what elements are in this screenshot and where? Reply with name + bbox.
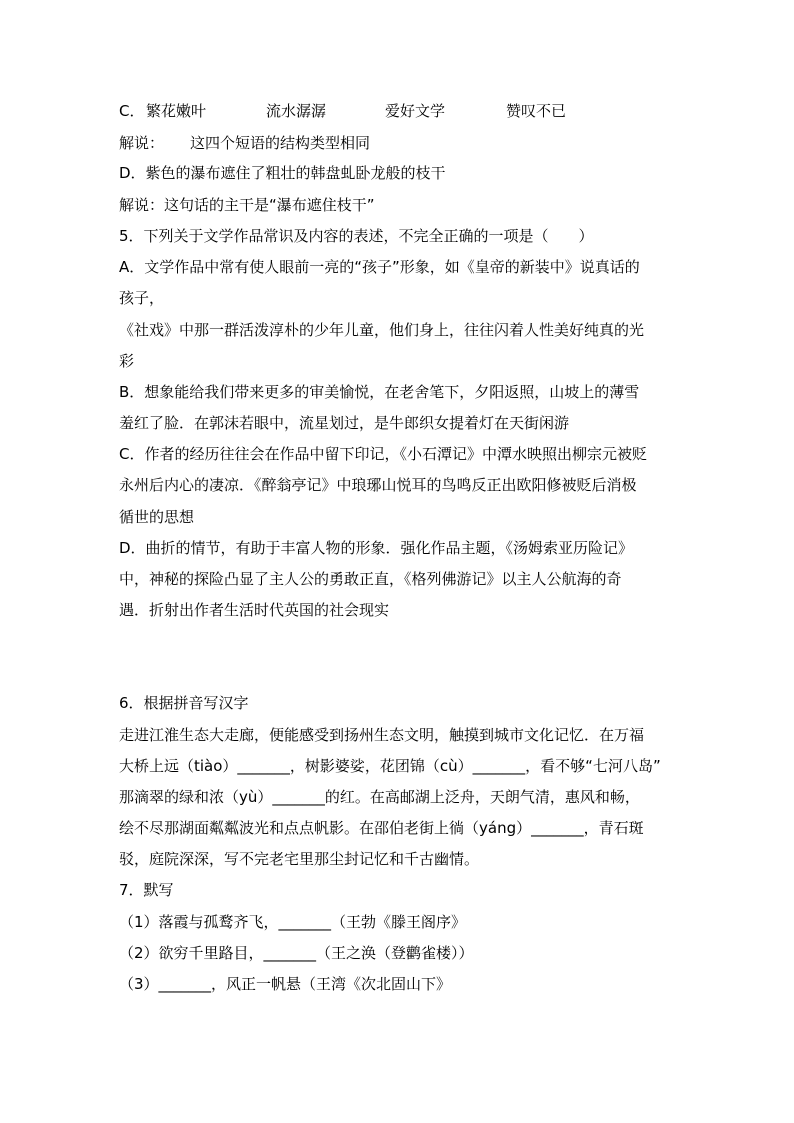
q6-line-4: 绘不尽那湖面粼粼波光和点点帆影。在邵伯老街上徜（yáng）_______，青石斑 [119,819,644,837]
q5-option-b-line-2: 羞红了脸．在郭沫若眼中，流星划过，是牛郎织女提着灯在天街闲游 [119,414,570,432]
q4-explain-c-label: 解说： [119,134,165,152]
q6-line-3: 那滴翠的绿和浓（yù）_______的红。在高邮湖上泛舟，天朗气清，惠风和畅， [119,788,640,806]
q6-line-2: 大桥上远（tiào）_______，树影婆娑，花团锦（cù）_______，看不够“七河八岛” [119,757,661,775]
q6-line-5: 驳，庭院深深，写不完老宅里那尘封记忆和千古幽情。 [119,850,480,868]
q5-option-a-line-2: 孩子， [119,289,165,307]
q5-stem: 5．下列关于文学作品常识及内容的表述，不完全正确的一项是（ ） [119,227,594,245]
q5-option-c-line-1: C．作者的经历往往会在作品中留下印记，《小石潭记》中潭水映照出柳宗元被贬 [119,445,647,463]
q4-explain-d: 解说：这句话的主干是“瀑布遮住枝干” [119,196,375,214]
q4-option-c-phrase-4: 赞叹不已 [506,102,567,120]
q4-option-c [119,101,679,121]
q7-item-3: （3）_______，风正一帆悬（王湾《次北固山下》 [119,975,452,993]
q7-item-2: （2）欲穷千里路目，_______（王之涣（登鹳雀楼）） [119,944,474,962]
q7-title: 7．默写 [119,881,174,899]
q5-option-c-line-3: 循世的思想 [119,508,195,526]
q5-option-b-line-1: B．想象能给我们带来更多的审美愉悦，在老舍笔下，夕阳返照，山坡上的薄雪 [119,383,640,401]
q5-option-d-line-2: 中，神秘的探险凸显了主人公的勇敢正直，《格列佛游记》以主人公航海的奇 [119,570,622,588]
q5-option-a-line-3: 《社戏》中那一群活泼淳朴的少年儿童，他们身上，往往闪着人性美好纯真的光 [119,321,645,339]
q5-option-c-line-2: 永州后内心的凄凉．《醉翁亭记》中琅琊山悦耳的鸟鸣反正出欧阳修被贬后消极 [119,476,637,494]
q4-explain-c [119,133,370,153]
q4-option-c-label: C． [119,102,145,120]
q4-option-c-phrase-2: 流水潺潺 [266,102,327,120]
q5-option-d-line-3: 遇．折射出作者生活时代英国的社会现实 [119,601,390,619]
q5-option-d-line-1: D．曲折的情节，有助于丰富人物的形象．强化作品主题，《汤姆索亚历险记》 [119,539,634,557]
q5-option-a-line-1: A．文学作品中常有使人眼前一亮的“孩子”形象，如《皇帝的新装中》说真话的 [119,258,640,276]
q6-line-1: 走进江淮生态大走廊，便能感受到扬州生态文明，触摸到城市文化记忆．在万福 [119,726,645,744]
q6-title: 6．根据拼音写汉字 [119,694,249,712]
q4-option-c-phrase-1: 繁花嫩叶 [146,102,207,120]
q4-option-d: D．紫色的瀑布遮住了粗壮的韩盘虬卧龙般的枝干 [119,164,446,182]
q7-item-1: （1）落霞与孤鹜齐飞，_______（王勃《滕王阁序》 [119,913,467,931]
q5-option-a-line-4: 彩 [119,352,135,370]
q4-explain-c-text: 这四个短语的结构类型相同 [190,134,371,152]
q4-option-c-phrase-3: 爱好文学 [385,102,446,120]
